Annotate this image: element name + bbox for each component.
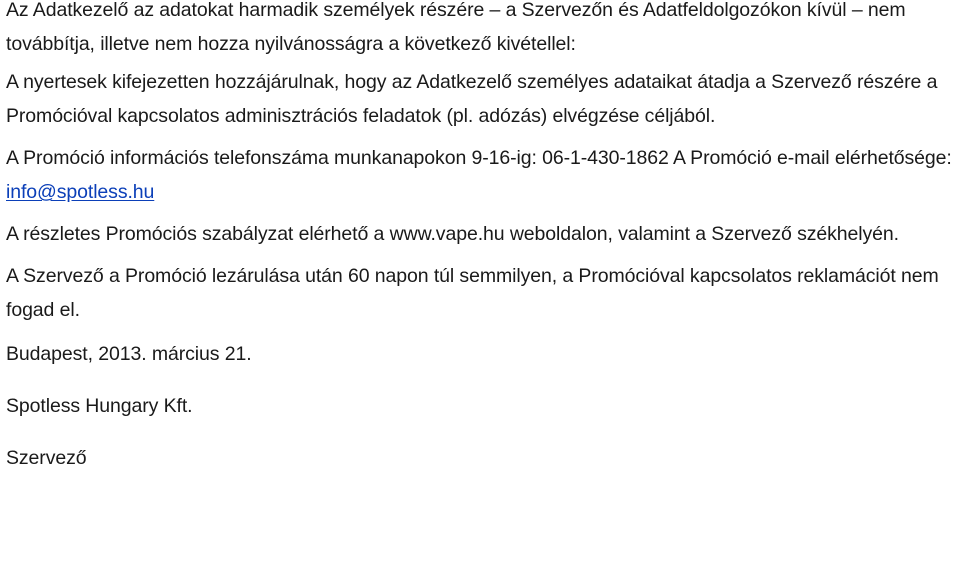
company-name: Spotless Hungary Kft. (6, 395, 193, 417)
paragraph-contact-info (6, 141, 956, 209)
document-body (6, 0, 956, 475)
contact-text: A Promóció információs telefonszáma munkanapokon 9-16-ig: 06-1-430-1862 A Promóció e-mail elérhetősége: (6, 147, 952, 169)
paragraph-winners-consent: A nyertesek kifejezetten hozzájárulnak, hogy az Adatkezelő személyes adataikat átadja a Szervező részére a Promócióval kapcsolatos adminisztrációs feladatok (pl. adózás) elvégzése céljából. (6, 71, 938, 127)
paragraph-rules-availability: A részletes Promóciós szabályzat elérhető a www.vape.hu weboldalon, valamint a Szervező székhelyén. (6, 223, 899, 245)
email-link[interactable]: info@spotless.hu (6, 181, 155, 203)
paragraph-complaints: A Szervező a Promóció lezárulása után 60 napon túl semmilyen, a Promócióval kapcsolatos reklamációt nem fogad el. (6, 265, 939, 321)
organizer-role: Szervező (6, 447, 87, 469)
date-line: Budapest, 2013. március 21. (6, 343, 252, 365)
paragraph-data-transfer: Az Adatkezelő az adatokat harmadik személyek részére – a Szervezőn és Adatfeldolgozókon kívül – nem továbbítja, illetve nem hozza nyilvánosságra a következő kivétellel: (6, 0, 906, 55)
